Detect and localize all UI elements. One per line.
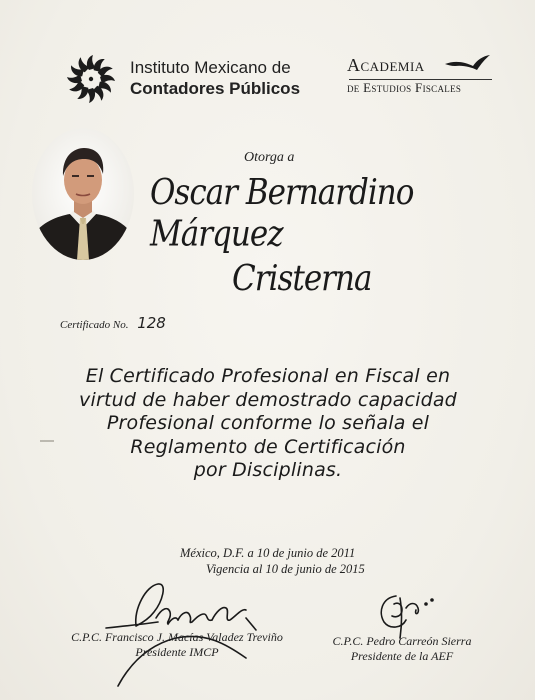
certificate-body (48, 365, 488, 483)
signer-left (62, 630, 292, 660)
validity-date: Vigencia al 10 de junio de 2015 (206, 562, 365, 576)
body-line: virtud de haber demostrado capacidad (79, 388, 457, 411)
imcp-logo-icon (62, 50, 120, 108)
signer-right-title: Presidente de la AEF (350, 649, 454, 663)
body-line: Reglamento de Certificación (130, 435, 406, 458)
body-line: Profesional conforme lo señala el (106, 412, 430, 434)
recipient-name-line1: Oscar Bernardino Márquez (150, 172, 414, 255)
body-line: El Certificado Profesional en Fiscal en (85, 365, 451, 387)
signer-left-title: Presidente IMCP (135, 645, 219, 659)
aef-line1: Academia (347, 55, 425, 75)
certificate-number-value: 128 (137, 314, 166, 332)
place-date (180, 545, 380, 577)
issue-date: México, D.F. a 10 de junio de 2011 (180, 546, 356, 560)
body-line: por Disciplinas. (193, 459, 343, 481)
imcp-name (130, 57, 330, 99)
aef-line2: de Estudios Fiscales (347, 80, 462, 95)
recipient-name-line2: Cristerna (232, 258, 372, 300)
signer-right (322, 634, 482, 664)
signer-right-name: C.P.C. Pedro Carreón Sierra (332, 634, 472, 648)
otorga-label: Otorga a (244, 150, 295, 165)
recipient-photo (32, 128, 134, 260)
bird-icon (443, 54, 491, 76)
imcp-name-line1: Instituto Mexicano de (130, 58, 291, 77)
imcp-name-line2: Contadores Públicos (130, 79, 301, 98)
certificate-number-label: Certificado No. (60, 319, 129, 331)
aef-rule (349, 79, 492, 80)
certificate-number (60, 314, 166, 332)
signer-left-name: C.P.C. Francisco J. Macías Valadez Treviño (71, 630, 283, 644)
